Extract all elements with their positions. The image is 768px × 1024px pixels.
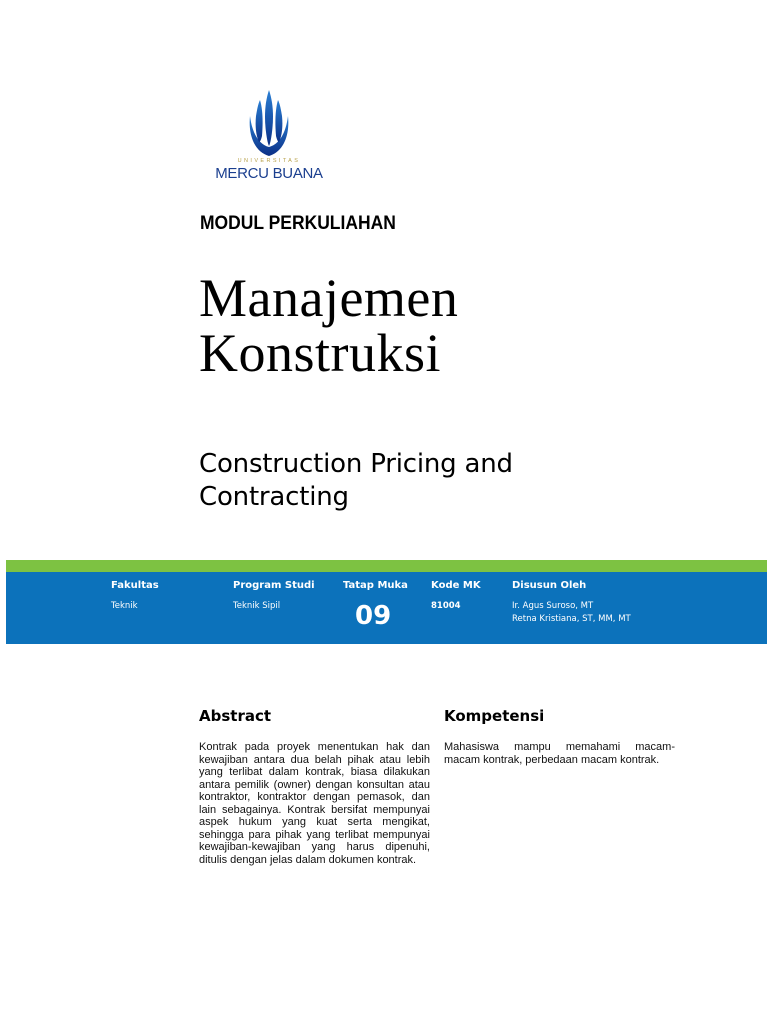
fakultas-label: Fakultas (111, 580, 159, 591)
course-title-line1: Manajemen (199, 268, 459, 328)
module-subtitle (199, 448, 513, 514)
mercu-buana-emblem-icon (200, 86, 338, 161)
module-subtitle-line2: Contracting (199, 482, 349, 512)
university-logo (200, 86, 338, 194)
program-studi-label: Program Studi (233, 580, 315, 591)
course-title (199, 268, 459, 383)
tatap-muka-value: 09 (355, 601, 392, 631)
modul-label: MODUL PERKULIAHAN (200, 213, 396, 234)
kode-mk-value: 81004 (431, 601, 461, 611)
author-1: Ir. Agus Suroso, MT (512, 601, 594, 611)
tatap-muka-label: Tatap Muka (343, 580, 408, 591)
info-bar (6, 572, 767, 644)
course-title-line2: Konstruksi (199, 323, 442, 383)
disusun-oleh-label: Disusun Oleh (512, 580, 587, 591)
abstract-body: Kontrak pada proyek menentukan hak dan kewajiban antara dua belah pihak atau lebih yang terlibat dalam kontrak, biasa dilakukan antara pemilik (owner) dengan konsultan atau kontraktor, kontraktor dengan pemasok, dan lain sebagainya. Kontrak bersifat mempunyai aspek hukum yang kuat serta mengikat, sehingga para pihak yang terlibat mempunyai kewajiban-kewajiban yang harus dipenuhi, ditulis dengan jelas dalam dokumen kontrak. (199, 741, 430, 866)
program-studi-column (233, 580, 315, 613)
logo-university-name: MERCU BUANA (215, 165, 323, 182)
kode-mk-column (431, 580, 481, 613)
fakultas-column (111, 580, 159, 613)
kompetensi-heading: Kompetensi (444, 707, 545, 725)
logo-university-label: UNIVERSITAS (237, 158, 301, 164)
tatap-muka-column (343, 580, 408, 591)
abstract-heading: Abstract (199, 707, 272, 725)
fakultas-value: Teknik (111, 601, 138, 611)
disusun-oleh-value (512, 600, 631, 626)
module-subtitle-line1: Construction Pricing and (199, 449, 513, 479)
kompetensi-body: Mahasiswa mampu memahami macam-macam kontrak, perbedaan macam kontrak. (444, 741, 675, 766)
kode-mk-label: Kode MK (431, 580, 481, 591)
program-studi-value: Teknik Sipil (233, 601, 281, 611)
disusun-oleh-column (512, 580, 631, 626)
green-accent-bar (6, 560, 767, 572)
author-2: Retna Kristiana, ST, MM, MT (512, 614, 631, 624)
